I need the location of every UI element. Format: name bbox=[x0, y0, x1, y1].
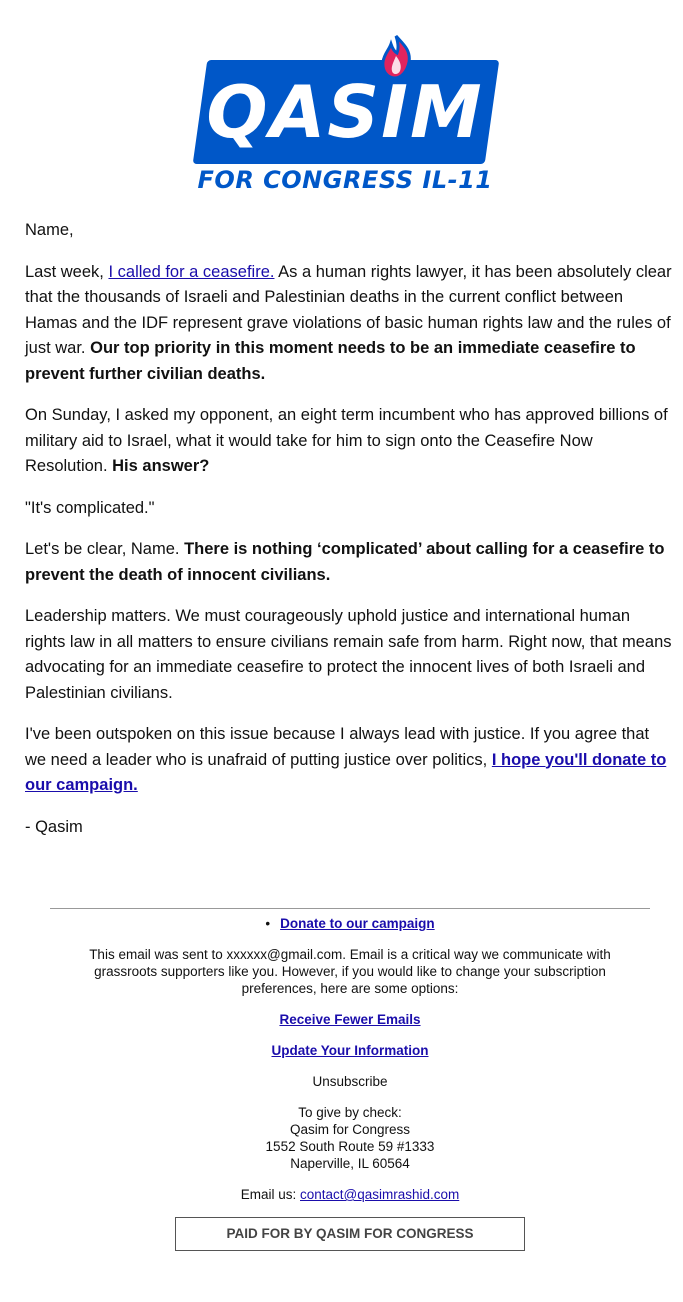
greeting: Name, bbox=[25, 221, 74, 239]
contact-line: Email us: contact@qasimrashid.com bbox=[240, 1187, 460, 1202]
paragraph-ceasefire: Last week, I called for a ceasefire. As a human rights lawyer, it has been absolutely clear that the thousands of Israeli and Palestinian deaths in the current conflict between Hamas and the IDF represent grave violations of basic human rights law and the rules of just war. Our top priority in this moment needs to be an immediate ceasefire to prevent further civilian deaths. bbox=[25, 262, 672, 383]
his-answer: His answer? bbox=[112, 457, 210, 475]
logo-wordmark: QASIM bbox=[206, 70, 484, 154]
email-footer bbox=[50, 908, 650, 1251]
email-body bbox=[25, 218, 673, 856]
quote-complicated: "It's complicated." bbox=[25, 498, 155, 517]
paragraph-donate: I've been outspoken on this issue because I always lead with justice. If you agree that we need a leader who is unafraid of putting justice over politics, I hope you'll donate to our campaign. bbox=[25, 725, 667, 794]
paid-for-disclaimer: PAID FOR BY QASIM FOR CONGRESS bbox=[175, 1217, 525, 1251]
priority-statement: Our top priority in this moment needs to be an immediate ceasefire to prevent further civilian deaths. bbox=[25, 339, 636, 383]
check-address: To give by check: Qasim for Congress 1552 South Route 59 #1333 Naperville, IL 60564 bbox=[265, 1105, 435, 1171]
logo-subtitle: FOR CONGRESS IL-11 bbox=[197, 166, 493, 194]
update-information-link[interactable]: Update Your Information bbox=[271, 1043, 429, 1058]
paragraph-leadership: Leadership matters. We must courageously uphold justice and international human rights law in all matters to ensure civilians remain safe from harm. Right now, that means advocating for an immediate ceasefire to protect the innocent lives of both Israeli and Palestinian civilians. bbox=[25, 607, 672, 702]
footer-nav bbox=[50, 915, 650, 932]
footer-donate-link[interactable]: Donate to our campaign bbox=[280, 916, 435, 931]
signoff: - Qasim bbox=[25, 817, 83, 836]
subscription-notice: This email was sent to xxxxxx@gmail.com. Email is a critical way we communicate with grassroots supporters like you. However, if you would like to change your subscription preferences, here are some options: bbox=[89, 947, 611, 996]
paragraph-opponent: On Sunday, I asked my opponent, an eight term incumbent who has approved billions of military aid to Israel, what it would take for him to sign onto the Ceasefire Now Resolution. His answer? bbox=[25, 406, 668, 475]
donate-link[interactable]: I hope you'll donate to our campaign. bbox=[25, 750, 667, 794]
receive-fewer-emails-link[interactable]: Receive Fewer Emails bbox=[279, 1012, 421, 1027]
campaign-logo bbox=[195, 32, 505, 197]
contact-email-link[interactable]: contact@qasimrashid.com bbox=[300, 1187, 460, 1202]
footer-nav-item bbox=[265, 915, 434, 932]
ceasefire-link[interactable]: I called for a ceasefire. bbox=[108, 262, 275, 281]
unsubscribe-link[interactable]: Unsubscribe bbox=[312, 1074, 388, 1089]
paragraph-be-clear: Let's be clear, Name. There is nothing ‘complicated’ about calling for a ceasefire to prevent the death of innocent civilians. bbox=[25, 540, 665, 584]
nothing-complicated-statement: There is nothing ‘complicated’ about calling for a ceasefire to prevent the death of innocent civilians. bbox=[25, 540, 665, 584]
